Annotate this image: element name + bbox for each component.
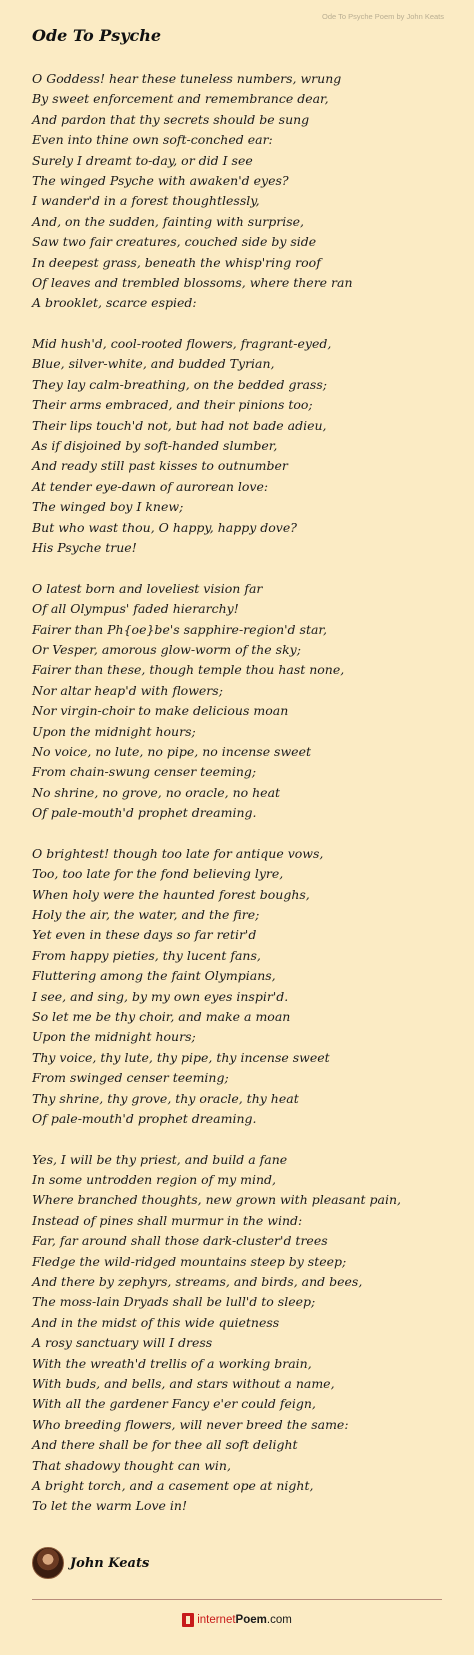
poem-line: No voice, no lute, no pipe, no incense sweet (32, 743, 311, 759)
poem-line: Yet even in these days so far retir'd (32, 927, 257, 943)
poem-line: Too, too late for the fond believing lyre, (32, 866, 284, 882)
poem-line: Who breeding flowers, will never breed the same: (32, 1416, 349, 1432)
author-name[interactable]: John Keats (70, 1555, 150, 1571)
footer-divider (32, 1599, 442, 1600)
poem-line: So let me be thy choir, and make a moan (32, 1008, 291, 1024)
brand-text-poem: Poem (235, 1614, 267, 1626)
poem-line: Of leaves and trembled blossoms, where there ran (32, 274, 353, 290)
poem-line: Upon the midnight hours; (32, 723, 196, 739)
poem-line: O latest born and loveliest vision far (32, 580, 263, 596)
poem-line: Their lips touch'd not, but had not bade adieu, (32, 417, 327, 433)
poem-line: The winged Psyche with awaken'd eyes? (32, 172, 289, 188)
poem-line: His Psyche true! (32, 539, 137, 555)
poem-line: Nor virgin-choir to make delicious moan (32, 703, 289, 719)
poem-line: Even into thine own soft-conched ear: (32, 132, 273, 148)
poem-line: With the wreath'd trellis of a working brain, (32, 1355, 312, 1371)
poem-line: Fledge the wild-ridged mountains steep by steep; (32, 1253, 347, 1269)
poem-line: They lay calm-breathing, on the bedded grass; (32, 376, 327, 392)
poem-line: But who wast thou, O happy, happy dove? (32, 519, 297, 535)
poem-line: Fluttering among the faint Olympians, (32, 968, 276, 984)
logo-icon (182, 1613, 194, 1627)
poem-line: O Goddess! hear these tuneless numbers, wrung (32, 71, 342, 86)
poem-line: Of all Olympus' faded hierarchy! (32, 601, 239, 617)
poem-line: A brooklet, scarce espied: (32, 295, 197, 311)
poem-line: O brightest! though too late for antique vows, (32, 845, 324, 861)
site-logo[interactable] (0, 1613, 474, 1627)
brand-text-internet: internet (197, 1614, 236, 1626)
poem-line: Holy the air, the water, and the fire; (32, 907, 260, 923)
poem-line: I wander'd in a forest thoughtlessly, (32, 193, 260, 209)
poem-line: Thy voice, thy lute, thy pipe, thy incense sweet (32, 1049, 330, 1065)
poem-line: A bright torch, and a casement ope at night, (32, 1477, 314, 1493)
poem-line: And in the midst of this wide quietness (32, 1314, 280, 1330)
poem-line: Thy shrine, thy grove, thy oracle, thy heat (32, 1090, 299, 1106)
poem-line: Mid hush'd, cool-rooted flowers, fragrant-eyed, (32, 336, 332, 352)
poem-line: In deepest grass, beneath the whisp'ring roof (32, 254, 321, 270)
poem-line: By sweet enforcement and remembrance dear, (32, 91, 329, 107)
poem-stanza (32, 579, 452, 824)
poem-stanza (32, 334, 452, 558)
poem-line: No shrine, no grove, no oracle, no heat (32, 784, 281, 800)
poem-line: The winged boy I knew; (32, 499, 184, 515)
poem-line: With all the gardener Fancy e'er could feign, (32, 1396, 316, 1412)
brand-text-com: .com (266, 1614, 292, 1626)
poem-line: Surely I dreamt to-day, or did I see (32, 152, 253, 168)
poem-title: Ode To Psyche (32, 26, 162, 45)
poem-line: From chain-swung censer teeming; (32, 764, 257, 780)
poem-line: And there shall be for thee all soft delight (32, 1437, 298, 1453)
poem-stanza (32, 69, 452, 314)
author-block[interactable] (32, 1545, 149, 1581)
poem-line: Nor altar heap'd with flowers; (32, 682, 223, 698)
poem-stanza (32, 844, 452, 1129)
poem-body (32, 69, 452, 1537)
poem-line: And pardon that thy secrets should be sung (32, 111, 310, 127)
poem-line: Upon the midnight hours; (32, 1029, 196, 1045)
poem-line: A rosy sanctuary will I dress (32, 1335, 213, 1351)
poem-line: With buds, and bells, and stars without a name, (32, 1376, 335, 1391)
poem-line: Blue, silver-white, and budded Tyrian, (32, 356, 275, 372)
poem-line: Far, far around shall those dark-cluster'd trees (32, 1233, 328, 1249)
poem-line: And ready still past kisses to outnumber (32, 458, 288, 474)
poem-line: Or Vesper, amorous glow-worm of the sky; (32, 641, 301, 657)
poem-line: And, on the sudden, fainting with surprise, (32, 213, 305, 229)
poem-line: At tender eye-dawn of aurorean love: (32, 478, 269, 494)
poem-line: Fairer than Ph{oe}be's sapphire-region'd star, (32, 621, 328, 637)
author-avatar[interactable] (32, 1547, 64, 1579)
poem-stanza (32, 1150, 452, 1517)
poem-line: As if disjoined by soft-handed slumber, (32, 438, 278, 454)
poem-line: Of pale-mouth'd prophet dreaming. (32, 1110, 257, 1126)
poem-line: When holy were the haunted forest boughs, (32, 886, 310, 902)
poem-line: Instead of pines shall murmur in the wind: (32, 1212, 303, 1228)
poem-line: That shadowy thought can win, (32, 1457, 231, 1473)
poem-line: Saw two fair creatures, couched side by side (32, 234, 317, 250)
poem-line: Where branched thoughts, new grown with pleasant pain, (32, 1192, 401, 1208)
poem-line: Fairer than these, though temple thou hast none, (32, 662, 345, 678)
poem-line: The moss-lain Dryads shall be lull'd to sleep; (32, 1294, 316, 1310)
poem-line: Of pale-mouth'd prophet dreaming. (32, 805, 257, 821)
poem-line: Their arms embraced, and their pinions too; (32, 397, 313, 413)
poem-line: From happy pieties, thy lucent fans, (32, 947, 261, 963)
poem-line: In some untrodden region of my mind, (32, 1172, 276, 1188)
poem-line: I see, and sing, by my own eyes inspir'd. (32, 988, 289, 1004)
page-caption: Ode To Psyche Poem by John Keats (321, 12, 444, 21)
poem-line: To let the warm Love in! (32, 1498, 187, 1514)
poem-line: Yes, I will be thy priest, and build a fane (32, 1151, 288, 1167)
poem-line: From swinged censer teeming; (32, 1070, 229, 1086)
poem-line: And there by zephyrs, streams, and birds, and bees, (32, 1274, 363, 1290)
